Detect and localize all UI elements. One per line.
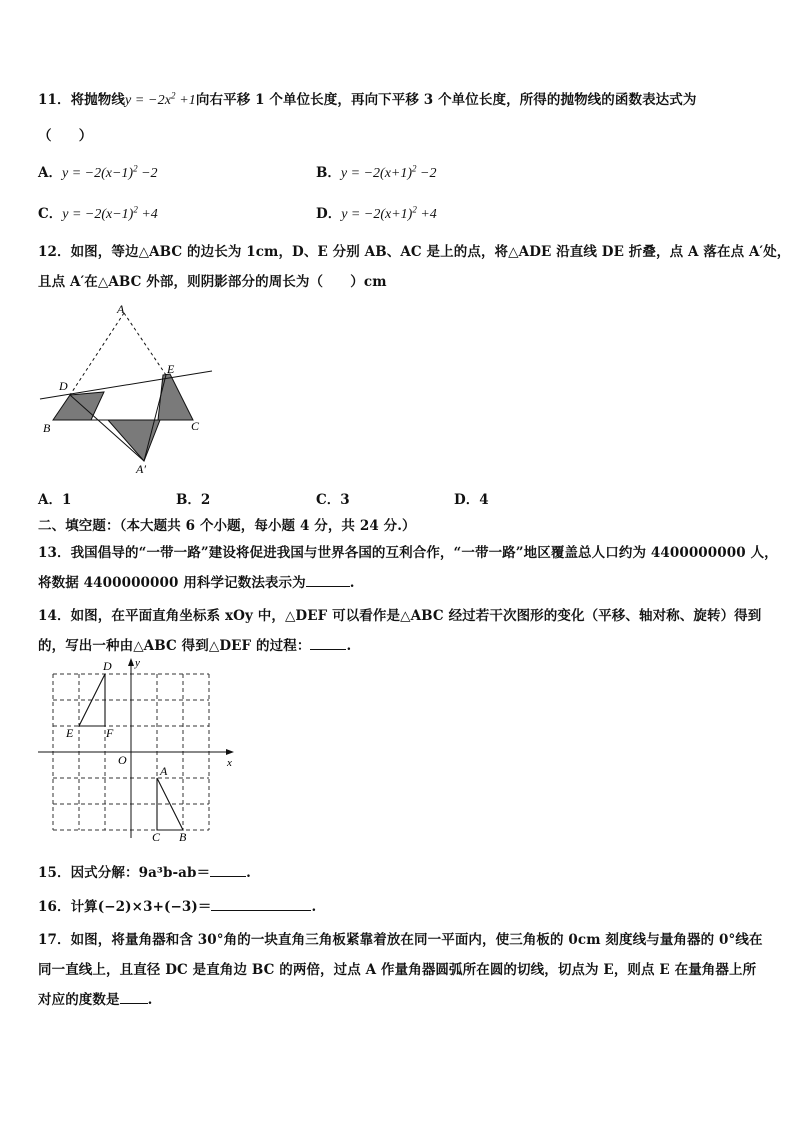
- q11-option-a[interactable]: A．$y = -2(x-1)^2 -2$: [38, 163, 158, 181]
- q14-label-e: E: [66, 726, 74, 740]
- q12-fold-triangle-figure: [36, 298, 216, 478]
- q12-dashed-ae: [124, 313, 166, 375]
- q11-text-start: 11．将抛物线: [38, 92, 125, 108]
- q12-stem-line2: 且点 A′在△ABC 外部，则阴影部分的周长为（ ）cm: [38, 274, 387, 290]
- q12-label-d: D: [59, 379, 68, 393]
- q12-option-c[interactable]: C．3: [316, 492, 350, 508]
- q14-label-b: B: [179, 830, 187, 842]
- q13-answer-blank[interactable]: [306, 574, 350, 587]
- q13-stem-line2: 将数据 4400000000 用科学记数法表示为 .: [38, 575, 355, 591]
- q11-option-d[interactable]: D．$y = -2(x+1)^2 +4$: [316, 204, 437, 222]
- q12-option-a[interactable]: A．1: [38, 492, 72, 508]
- q11-text-rest: 向右平移 1 个单位长度，再向下平移 3 个单位长度，所得的抛物线的函数表达式为: [195, 92, 697, 108]
- q12-option-b[interactable]: B．2: [176, 492, 211, 508]
- section-fill-in-title: 二、填空题：（本大题共 6 个小题，每小题 4 分，共 24 分.）: [38, 518, 416, 534]
- q12-label-a-prime: A′: [136, 462, 146, 476]
- q14-stem-line2: 的，写出一种由△ABC 得到△DEF 的过程： .: [38, 638, 352, 654]
- q14-x-axis-arrow: [226, 749, 234, 755]
- q14-answer-blank[interactable]: [310, 637, 346, 650]
- q12-label-c: C: [191, 419, 200, 433]
- q12-shaded-right: [158, 374, 193, 420]
- q14-y-axis-arrow: [128, 658, 134, 666]
- q11-paren: （ ）: [38, 128, 93, 144]
- q17-answer-blank[interactable]: [120, 991, 148, 1004]
- q12-label-a: A: [117, 302, 125, 316]
- q15-answer-blank[interactable]: [210, 864, 246, 877]
- q17-stem-line2: 同一直线上，且直径 DC 是直角边 BC 的两倍，过点 A 作量角器圆弧所在圆的切线，切点为 E，则点 E 在量角器上所: [38, 962, 757, 978]
- q14-label-y: y: [135, 657, 140, 669]
- q11-stem: [38, 88, 696, 109]
- q12-dashed-ad: [70, 313, 124, 395]
- q11-parabola-expr: $y = -2x^2 +1$: [125, 90, 196, 108]
- q14-label-f: F: [106, 726, 114, 740]
- q14-label-c: C: [152, 830, 161, 842]
- q14-label-d: D: [103, 659, 112, 673]
- q12-shaded-left: [53, 392, 104, 420]
- q12-stem-line1: 12．如图，等边△ABC 的边长为 1cm，D、E 分别 AB、AC 是上的点，将△ADE 沿直线 DE 折叠，点 A 落在点 A′处，: [38, 244, 791, 260]
- q14-label-o: O: [118, 753, 127, 767]
- q16-answer-blank[interactable]: [211, 898, 311, 911]
- q14-label-x: x: [227, 757, 232, 769]
- q11-option-c[interactable]: C．$y = -2(x-1)^2 +4$: [38, 204, 158, 222]
- q14-label-a: A: [160, 764, 168, 778]
- q12-label-e: E: [167, 362, 175, 376]
- q17-stem-line1: 17．如图，将量角器和含 30°角的一块直角三角板紧靠着放在同一平面内，使三角板的 0cm 刻度线与量角器的 0°线在: [38, 932, 763, 948]
- q11-option-b[interactable]: B．$y = -2(x+1)^2 -2$: [316, 163, 437, 181]
- q14-coordinate-grid-figure: [36, 656, 242, 842]
- q12-label-b: B: [43, 421, 51, 435]
- q13-stem-line1: 13．我国倡导的“一带一路”建设将促进我国与世界各国的互利合作，“一带一路”地区覆盖总人口约为 4400000000 人，: [38, 545, 778, 561]
- q16-stem: 16．计算(−2)×3+(−3)＝ .: [38, 899, 317, 915]
- q14-stem-line1: 14．如图，在平面直角坐标系 xOy 中，△DEF 可以看作是△ABC 经过若干次图形的变化（平移、轴对称、旋转）得到: [38, 608, 762, 624]
- q12-shaded-bottom: [108, 420, 160, 461]
- q12-option-d[interactable]: D．4: [454, 492, 489, 508]
- q15-stem: 15．因式分解：9a³b-ab＝ .: [38, 865, 251, 881]
- q17-stem-line3: 对应的度数是 .: [38, 992, 153, 1008]
